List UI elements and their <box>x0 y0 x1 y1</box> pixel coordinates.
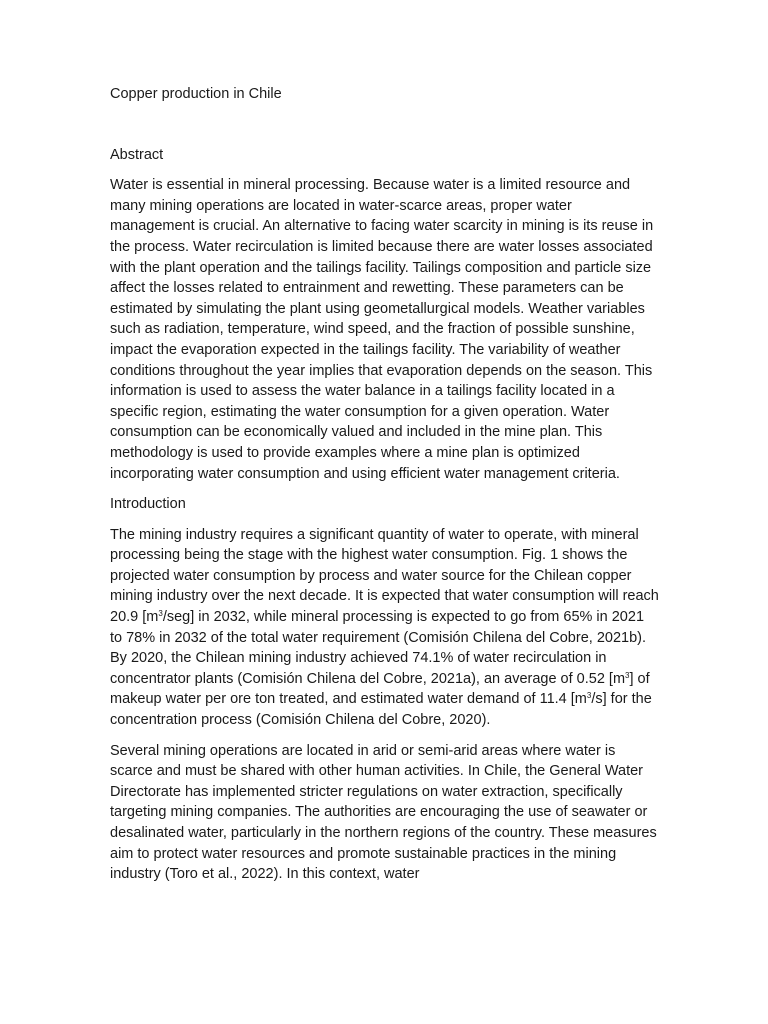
introduction-paragraph-2: Several mining operations are located in arid or semi-arid areas where water is scarce and must be shared with other human activities. In Chile, the General Water Directorate has implemented stricter regulations on water extraction, specifically targeting mining companies. The authorities are encouraging the use of seawater or desalinated water, particularly in the northern regions of the country. These measures aim to protect water resources and promote sustainable practices in the mining industry (Toro et al., 2022). In this context, water <box>110 742 657 883</box>
introduction-heading: Introduction <box>110 496 186 513</box>
intro-text-part: ] of makeup water per ore ton treated, and estimated water demand of 11.4 [m <box>110 670 650 708</box>
intro-text-part: /s] for the concentration process (Comisión Chilena del Cobre, 2020). <box>110 691 652 729</box>
abstract-paragraph: Water is essential in mineral processing. Because water is a limited resource and many mining operations are located in water-scarce areas, proper water management is crucial. An alternative to facing water scarcity in mining is its reuse in the process. Water recirculation is limited because there are water losses associated with the plant operation and the tailings facility. Tailings composition and particle size affect the losses related to entrainment and rewetting. These parameters can be estimated by simulating the plant using geometallurgical models. Weather variables such as radiation, temperature, wind speed, and the fraction of possible sunshine, impact the evaporation expected in the tailings facility. The variability of weather conditions throughout the year implies that evaporation depends on the season. This information is used to assess the water balance in a tailings facility located in a specific region, estimating the water consumption for a given operation. Water consumption can be economically valued and included in the mine plan. This methodology is used to provide examples where a mine plan is optimized incorporating water consumption and using efficient water management criteria. <box>110 177 654 482</box>
superscript: 3 <box>158 609 163 619</box>
document-page <box>110 84 660 895</box>
introduction-paragraph-1 <box>110 525 660 731</box>
document-title: Copper production in Chile <box>110 86 282 102</box>
superscript: 3 <box>625 670 630 680</box>
intro-text-part: /seg] in 2032, while mineral processing is expected to go from 65% in 2021 to 78% in 2032 of the total water requirement (Comisión Chilena del Cobre, 2021b). By 2020, the Chilean mining industry achieved 74.1% of water recirculation in concentrator plants (Comisión Chilena del Cobre, 2021a), an average of 0.52 [m <box>110 609 646 687</box>
abstract-heading: Abstract <box>110 146 164 163</box>
intro-text-part: The mining industry requires a significant quantity of water to operate, with mineral processing being the stage with the highest water consumption. Fig. 1 shows the projected water consumption by process and water source for the Chilean copper mining industry over the next decade. It is expected that water consumption will reach 20.9 [m <box>110 526 659 626</box>
superscript: 3 <box>586 691 592 701</box>
